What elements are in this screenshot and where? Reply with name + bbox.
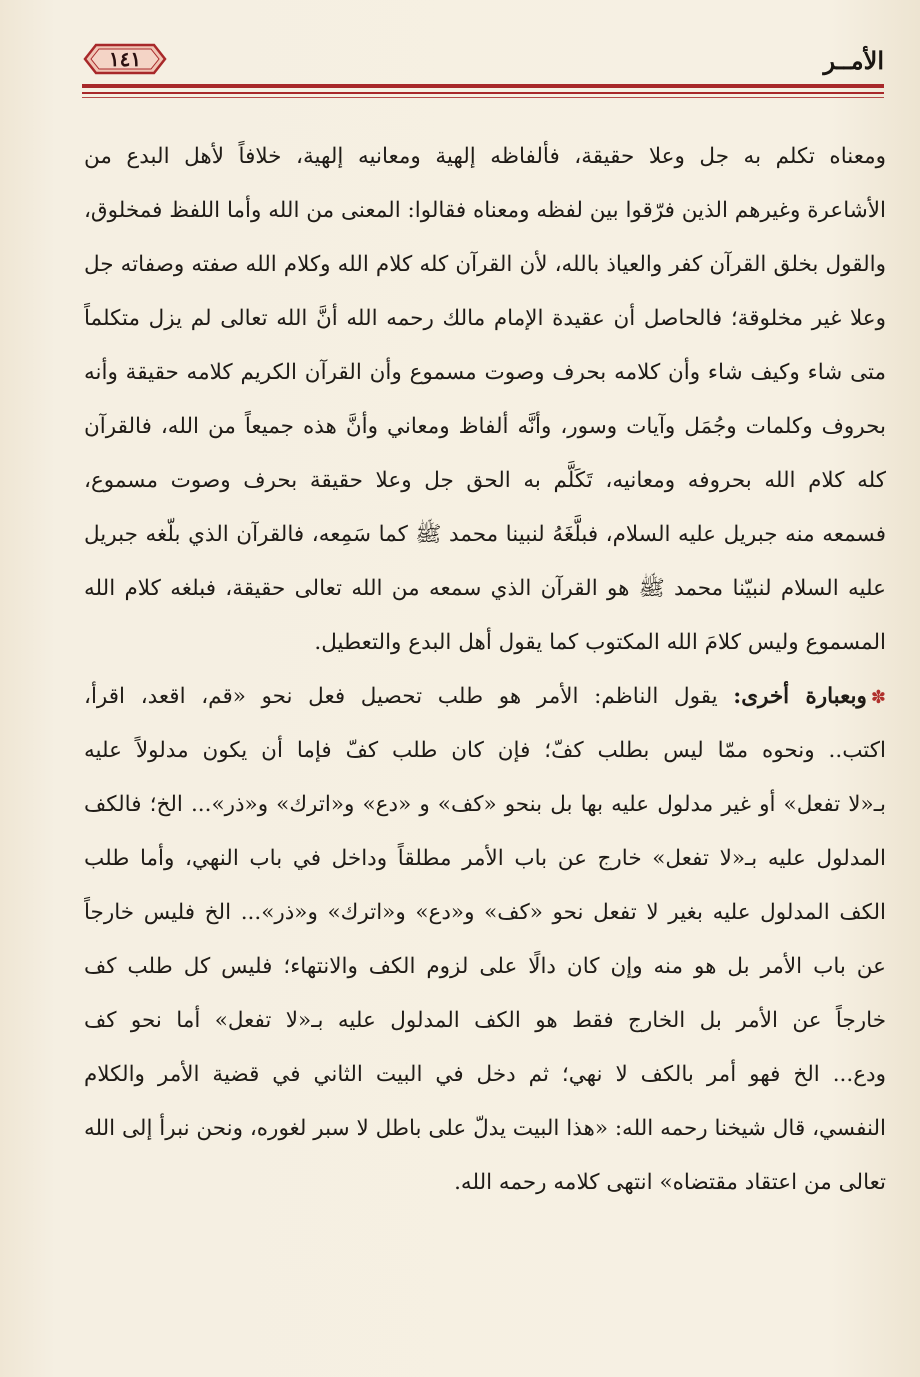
page-header <box>82 40 884 98</box>
text-line: عليه السلام لنبيّنا محمد ﷺ هو القرآن الذي سمعه من الله تعالى حقيقة، فبلغه كلام الله <box>84 576 886 601</box>
text-line: المسموع وليس كلامَ الله المكتوب كما يقول أهل البدع والتعطيل. <box>314 630 886 655</box>
text-line: الكف المدلول عليه بغير لا تفعل نحو «كف» و«دع» و«اترك» و«ذر»... الخ فليس خارجاً <box>84 900 886 925</box>
lead-phrase: وبعبارة أخرى: <box>733 684 867 709</box>
header-rule-thick <box>82 84 884 88</box>
text-line: خارجاً عن الأمر بل الخارج فقط هو الكف المدلول عليه بـ«لا تفعل» أما نحو كف <box>84 1008 886 1033</box>
text-line: تعالى من اعتقاد مقتضاه» انتهى كلامه رحمه الله. <box>454 1170 886 1195</box>
text-line: كله كلام الله بحروفه ومعانيه، تَكَلَّم به الحق جل وعلا حقيقة بحرف وصوت مسموع، <box>84 468 886 493</box>
text-line: الأشاعرة وغيرهم الذين فرّقوا بين لفظه ومعناه فقالوا: المعنى من الله وأما اللفظ فمخلوق، <box>84 198 886 223</box>
text-line: ودع... الخ فهو أمر بالكف لا نهي؛ ثم دخل في البيت الثاني في قضية الأمر والكلام <box>84 1062 886 1087</box>
text-line: بحروف وكلمات وجُمَل وآيات وسور، وأنَّه ألفاظ ومعاني وأنَّ هذه جميعاً من الله، فالقرآن <box>84 414 886 439</box>
text-line: وعلا غير مخلوقة؛ فالحاصل أن عقيدة الإمام مالك رحمه الله أنَّ الله تعالى لم يزل متكلماً <box>84 306 886 331</box>
body-text <box>84 130 886 1210</box>
text-line: فسمعه منه جبريل عليه السلام، فبلَّغَهُ لنبينا محمد ﷺ كما سَمِعه، فالقرآن الذي بلّغه جبريل <box>84 522 886 547</box>
lead-line-rest: يقول الناظم: الأمر هو طلب تحصيل فعل نحو «قم، اقعد، اقرأ، <box>84 684 718 709</box>
header-rule-thin <box>82 92 884 94</box>
flower-ornament-icon: ✽ <box>870 687 886 708</box>
paragraph-start-line <box>84 670 886 724</box>
text-line: عن باب الأمر بل هو منه وإن كان دالًا على لزوم الكف والانتهاء؛ فليس كل طلب كف <box>84 954 886 979</box>
page-number-badge <box>82 42 168 76</box>
text-line: اكتب.. ونحوه ممّا ليس بطلب كفّ؛ فإن كان طلب كفّ فإما أن يكون مدلولاً عليه <box>84 738 886 763</box>
text-line: النفسي، قال شيخنا رحمه الله: «هذا البيت يدلّ على باطل لا سبر لغوره، ونحن نبرأ إلى الله <box>84 1116 886 1141</box>
chapter-title: الأمــر <box>823 46 884 75</box>
header-rule-hairline <box>82 97 884 98</box>
text-line: ومعناه تكلم به جل وعلا حقيقة، فألفاظه إلهية ومعانيه إلهية، خلافاً لأهل البدع من <box>84 144 886 169</box>
text-line: متى شاء وكيف شاء وأن كلامه بحرف وصوت مسموع وأن القرآن الكريم كلامه حقيقة وأنه <box>84 360 886 385</box>
page-number: ١٤١ <box>108 47 142 71</box>
text-line: بـ«لا تفعل» أو غير مدلول عليه بها بل بنحو «كف» و «دع» و«اترك» و«ذر»... الخ؛ فالكف <box>84 792 886 817</box>
text-line: والقول بخلق القرآن كفر والعياذ بالله، لأن القرآن كله كلام الله وكلام الله صفته وصفاته جل <box>84 252 886 277</box>
text-line: المدلول عليه بـ«لا تفعل» خارج عن باب الأمر مطلقاً وداخل في باب النهي، وأما طلب <box>84 846 886 871</box>
